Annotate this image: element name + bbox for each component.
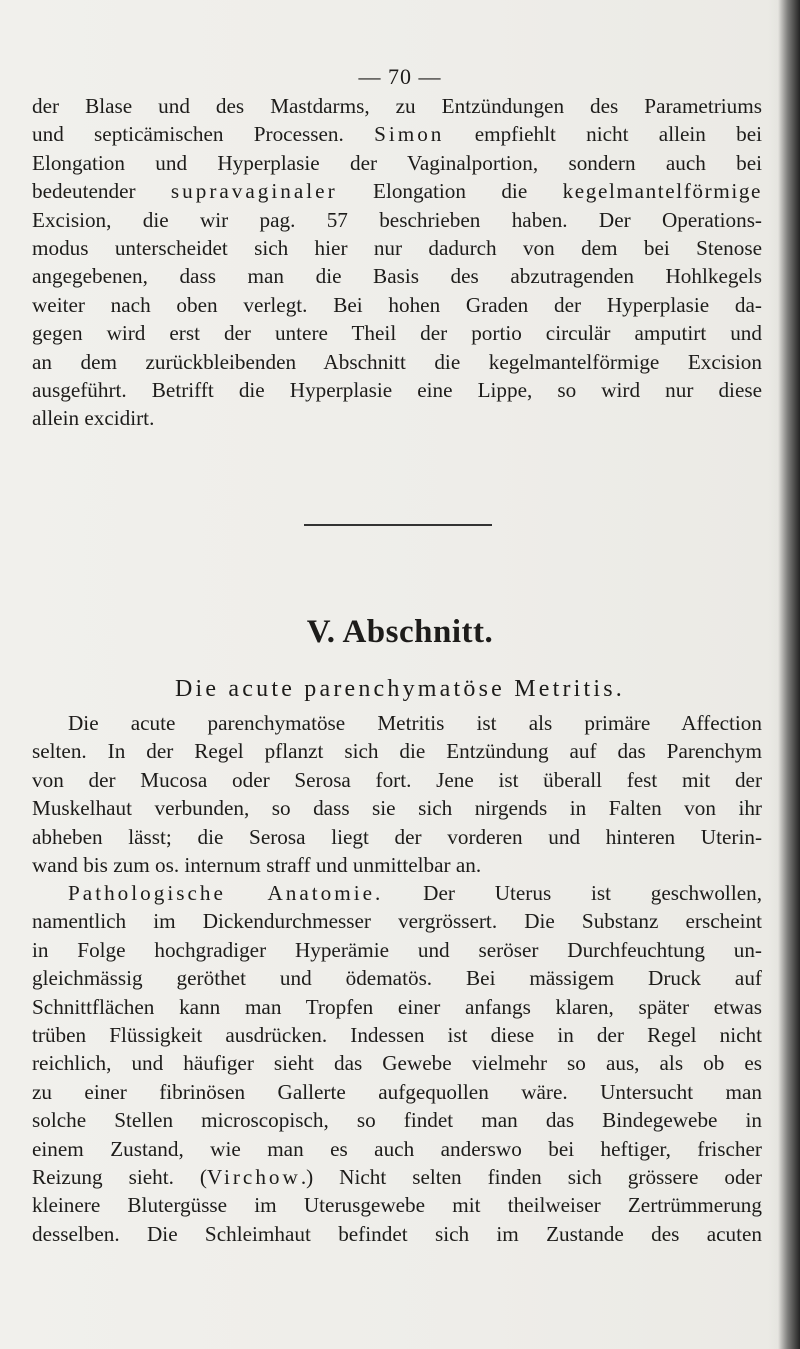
section-title: V. Abschnitt. (306, 614, 494, 650)
author-name-virchow: Virchow (206, 1164, 301, 1189)
text-line: Schnittflächen kann man Tropfen einer anfangs klaren, später etwas (32, 994, 762, 1019)
page-edge-shadow (778, 0, 800, 1349)
text-line: angegebenen, dass man die Basis des abzutragenden Hohlkegels (32, 264, 762, 289)
text-line: reichlich, und häufiger sieht das Gewebe vielmehr so aus, als ob es (32, 1051, 762, 1076)
emphasized-term: supravaginaler (170, 179, 338, 204)
text-line: und septicämischen Processen. Simon empfiehlt nicht allein bei (32, 122, 762, 147)
text-line: in Folge hochgradiger Hyperämie und seröser Durchfeuchtung un- (32, 937, 762, 962)
text-line: an dem zurückbleibenden Abschnitt die kegelmantelförmige Excision (32, 349, 762, 374)
text-line: Muskelhaut verbunden, so dass sie sich nirgends in Falten von ihr (32, 796, 762, 821)
text-line: weiter nach oben verlegt. Bei hohen Graden der Hyperplasie da- (32, 292, 762, 317)
paragraph-heading: Pathologische Anatomie. (68, 881, 384, 905)
section-divider (304, 524, 492, 526)
text-line: namentlich im Dickendurchmesser vergrössert. Die Substanz erscheint (32, 909, 762, 934)
text-line: abheben lässt; die Serosa liegt der vorderen und hinteren Uterin- (32, 824, 762, 849)
text-line: trüben Flüssigkeit ausdrücken. Indessen ist diese in der Regel nicht (32, 1022, 762, 1047)
text-line: von der Mucosa oder Serosa fort. Jene ist überall fest mit der (32, 767, 762, 792)
text-line: wand bis zum os. internum straff und unmittelbar an. (32, 852, 482, 877)
text-line: zu einer fibrinösen Gallerte aufgequollen wäre. Untersucht man (32, 1079, 762, 1104)
text-line: Excision, die wir pag. 57 beschrieben haben. Der Operations- (32, 207, 762, 232)
text-line: solche Stellen microscopisch, so findet man das Bindegewebe in (32, 1108, 762, 1133)
pathology-paragraph (32, 879, 762, 1248)
text-line: kleinere Blutergüsse im Uterusgewebe mit theilweiser Zertrümmerung (32, 1193, 762, 1218)
text-line: desselben. Die Schleimhaut befindet sich im Zustande des acuten (32, 1221, 762, 1246)
text-line: Pathologische Anatomie. Der Uterus ist geschwollen, (68, 881, 762, 905)
text-line: einem Zustand, wie man es auch anderswo bei heftiger, frischer (32, 1136, 762, 1161)
text-line: Reizung sieht. (Virchow.) Nicht selten finden sich grössere oder (32, 1164, 763, 1189)
text-line: gegen wird erst der untere Theil der portio circulär amputirt und (32, 321, 762, 346)
page-number: — 70 — (358, 64, 442, 89)
top-paragraph (32, 92, 762, 433)
text-line: Elongation und Hyperplasie der Vaginalportion, sondern auch bei (32, 150, 762, 175)
text-line: bedeutender supravaginaler Elongation die kegelmantelförmige (32, 179, 763, 204)
text-line: ausgeführt. Betrifft die Hyperplasie eine Lippe, so wird nur diese (32, 377, 762, 402)
text-line: modus unterscheidet sich hier nur dadurch von dem bei Stenose (32, 235, 762, 260)
text-line: gleichmässig geröthet und ödematös. Bei mässigem Druck auf (32, 966, 762, 991)
text-line: Die acute parenchymatöse Metritis ist als primäre Affection (68, 711, 762, 735)
emphasized-term: kegelmantelförmige (562, 179, 763, 204)
author-name-simon: Simon (374, 122, 445, 147)
body-paragraph (32, 709, 762, 879)
text-line: selten. In der Regel pflanzt sich die Entzündung auf das Parenchym (32, 739, 762, 764)
text-line: allein excidirt. (32, 406, 155, 431)
text-line: der Blase und des Mastdarms, zu Entzündungen des Parametriums (32, 94, 762, 118)
section-subtitle: Die acute parenchymatöse Metritis. (174, 676, 625, 702)
